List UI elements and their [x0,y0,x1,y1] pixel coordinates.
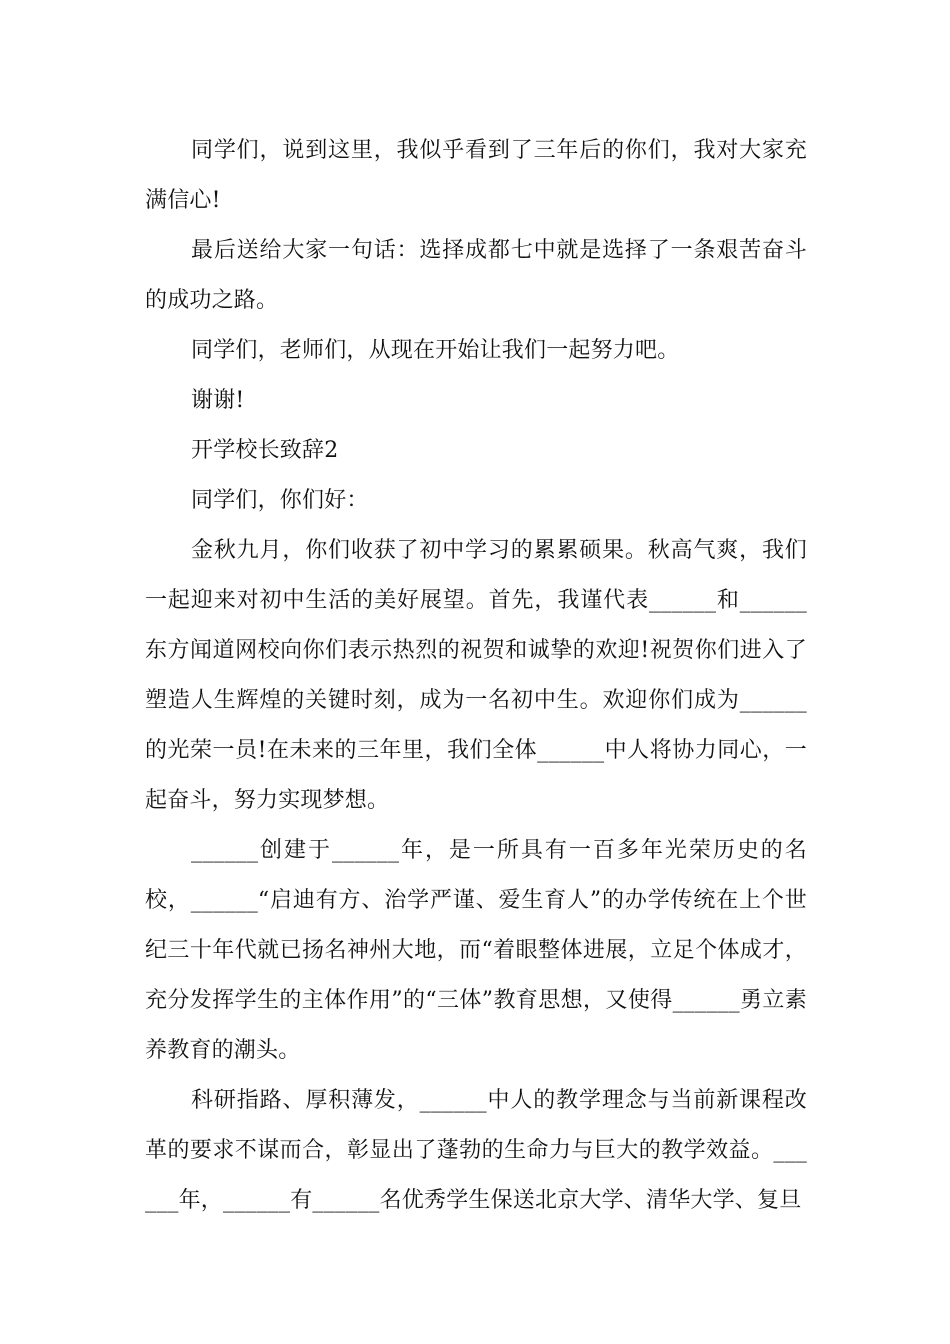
document-body [145,126,807,1226]
paragraph: 谢谢! [191,388,245,413]
paragraph: 最后送给大家一句话：选择成都七中就是选择了一条艰苦奋斗的成功之路。 [145,238,807,313]
paragraph: 同学们，老师们，从现在开始让我们一起努力吧。 [191,338,680,363]
section-heading: 开学校长致辞2 [191,438,339,463]
paragraph: 科研指路、厚积薄发，______中人的教学理念与当前新课程改革的要求不谋而合，彰显出了蓬勃的生命力与巨大的教学效益。______年，______有______名优秀学生保送北京大学、清华大学、复旦 [145,1088,807,1213]
paragraph: 同学们，说到这里，我似乎看到了三年后的你们，我对大家充满信心! [145,138,807,213]
paragraph: 金秋九月，你们收获了初中学习的累累硕果。秋高气爽，我们一起迎来对初中生活的美好展望。首先，我谨代表______和______东方闻道网校向你们表示热烈的祝贺和诚挚的欢迎!祝贺你们进入了塑造人生辉煌的关键时刻，成为一名初中生。欢迎你们成为______的光荣一员!在未来的三年里，我们全体______中人将协力同心，一起奋斗，努力实现梦想。 [145,538,807,813]
paragraph: ______创建于______年，是一所具有一百多年光荣历史的名校，______“启迪有方、治学严谨、爱生育人”的办学传统在上个世纪三十年代就已扬名神州大地，而“着眼整体进展，立足个体成才，充分发挥学生的主体作用”的“三体”教育思想，又使得______勇立素养教育的潮头。 [145,838,807,1063]
greeting: 同学们，你们好： [191,488,369,513]
